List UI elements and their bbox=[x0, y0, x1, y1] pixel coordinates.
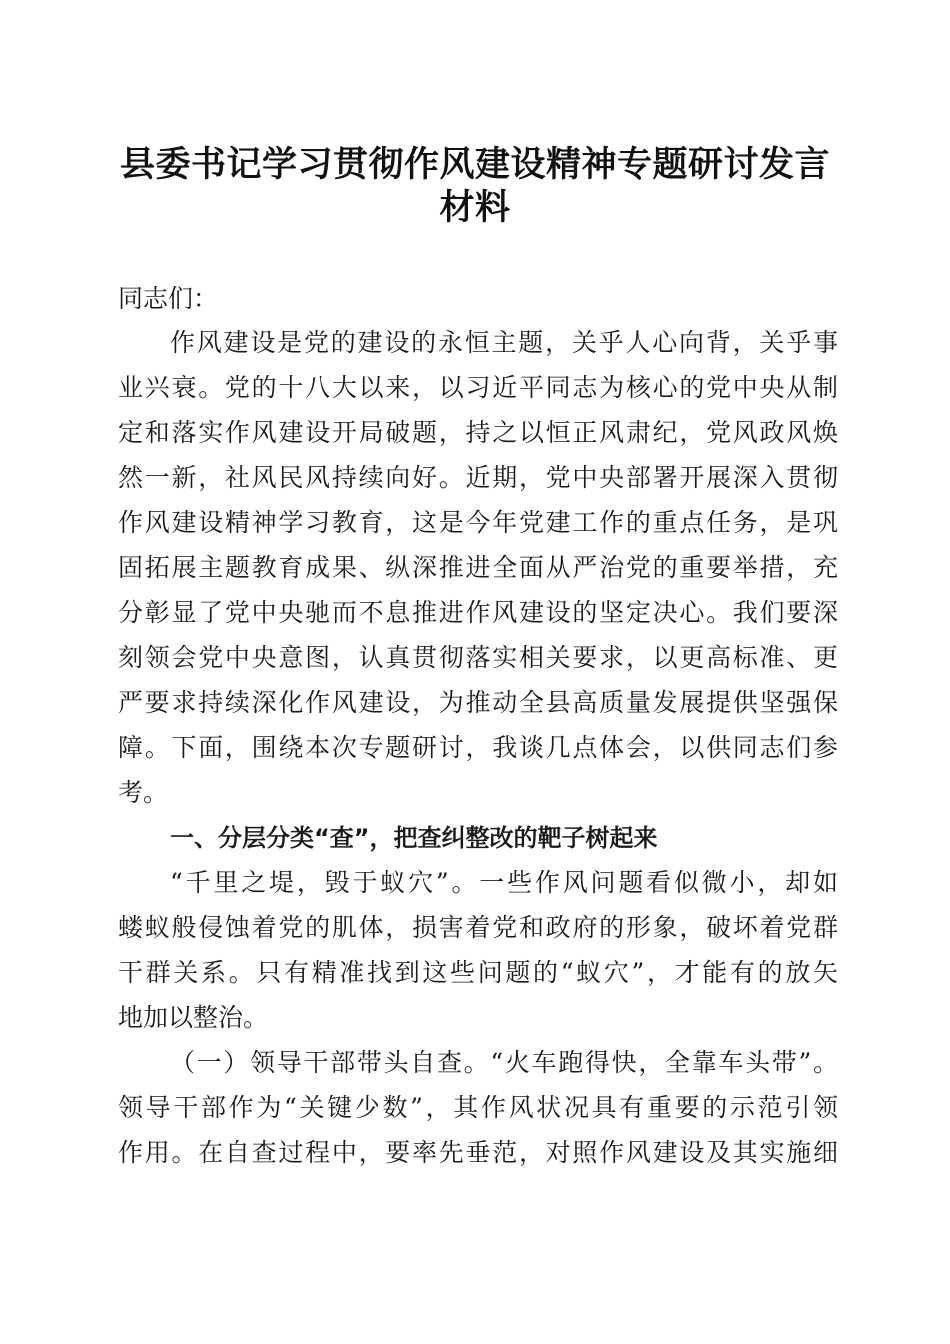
paragraph-line: 分彰显了党中央驰而不息推进作风建设的坚定决心。我们要深 bbox=[118, 598, 838, 627]
paragraph-line: 领导干部作为“关键少数”，其作风状况具有重要的示范引领 bbox=[118, 1093, 838, 1122]
paragraph-line: 考。 bbox=[118, 778, 169, 807]
paragraph-line: 然一新，社风民风持续向好。近期，党中央部署开展深入贯彻 bbox=[118, 463, 838, 492]
paragraph-line: “千里之堤，毁于蚁穴”。一些作风问题看似微小，却如 bbox=[170, 868, 838, 897]
paragraph-line: 作用。在自查过程中，要率先垂范，对照作风建设及其实施细 bbox=[118, 1138, 838, 1167]
paragraph-line: 地加以整治。 bbox=[118, 1003, 269, 1032]
paragraph-line: （一）领导干部带头自查。“火车跑得快，全靠车头带”。 bbox=[170, 1048, 838, 1077]
document-title-line-1: 县委书记学习贯彻作风建设精神专题研讨发言 bbox=[119, 145, 830, 185]
paragraph-line: 刻领会党中央意图，认真贯彻落实相关要求，以更高标准、更 bbox=[118, 643, 838, 672]
paragraph-line: 定和落实作风建设开局破题，持之以恒正风肃纪，党风政风焕 bbox=[118, 418, 838, 447]
paragraph-line: 严要求持续深化作风建设，为推动全县高质量发展提供坚强保 bbox=[118, 688, 838, 717]
paragraph-line: 作风建设是党的建设的永恒主题，关乎人心向背，关乎事 bbox=[170, 328, 838, 357]
paragraph-line: 干群关系。只有精准找到这些问题的“蚁穴”，才能有的放矢 bbox=[118, 958, 838, 987]
paragraph-line: 障。下面，围绕本次专题研讨，我谈几点体会，以供同志们参 bbox=[118, 733, 838, 762]
salutation: 同志们： bbox=[118, 284, 219, 313]
paragraph-line: 固拓展主题教育成果、纵深推进全面从严治党的重要举措，充 bbox=[118, 553, 838, 582]
paragraph-line: 作风建设精神学习教育，这是今年党建工作的重点任务，是巩 bbox=[118, 508, 838, 537]
paragraph-line: 业兴衰。党的十八大以来，以习近平同志为核心的党中央从制 bbox=[118, 373, 838, 402]
section-heading: 一、分层分类“查”，把查纠整改的靶子树起来 bbox=[170, 824, 658, 852]
document-title-line-2: 材料 bbox=[439, 188, 511, 228]
paragraph-line: 蝼蚁般侵蚀着党的肌体，损害着党和政府的形象，破坏着党群 bbox=[118, 913, 838, 942]
